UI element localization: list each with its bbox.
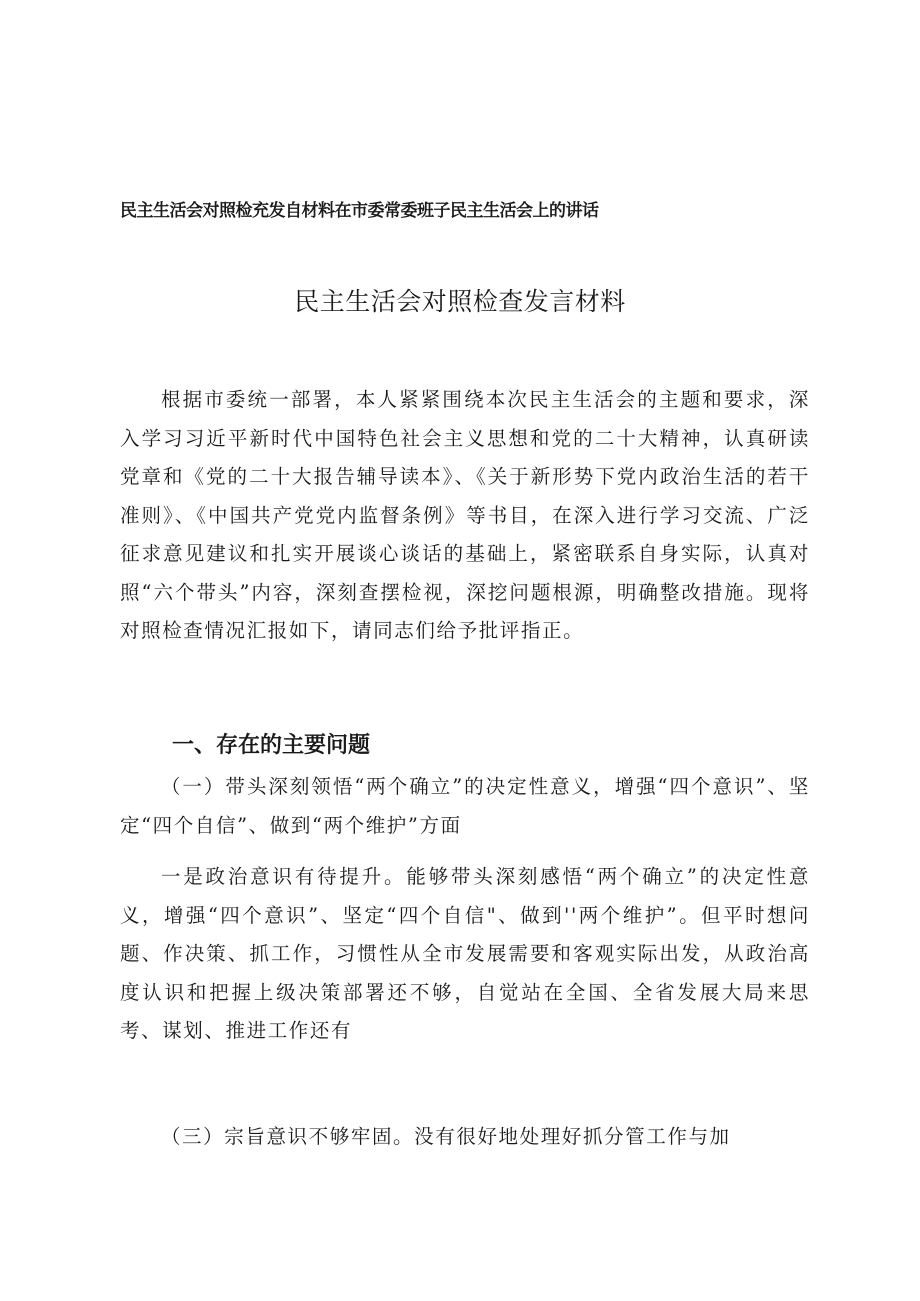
document-header: 民主生活会对照检充发自材料在市委常委班子民主生活会上的讲话 xyxy=(120,201,599,221)
subsection-heading-1: （一）带头深刻领悟“两个确立”的决定性意义，增强“四个意识”、坚定“四个自信”、做到“两个维护”方面 xyxy=(120,775,810,837)
section-heading: 一、存在的主要问题 xyxy=(172,733,371,758)
subsection-heading-3: （三）宗旨意识不够牢固。没有很好地处理好抓分管工作与加 xyxy=(160,1125,731,1148)
point-paragraph-1: 一是政治意识有待提升。能够带头深刻感悟“两个确立”的决定性意义，增强“四个意识”、坚定“四个自信"、做到''两个维护”。但平时想问题、作决策、抓工作，习惯性从全市发展需要和客观实际出发，从政治高度认识和把握上级决策部署还不够，自觉站在全国、全省发展大局来思考、谋划、推进工作还有 xyxy=(120,865,810,1042)
document-title: 民主生活会对照检查发言材料 xyxy=(294,287,626,316)
intro-paragraph: 根据市委统一部署，本人紧紧围绕本次民主生活会的主题和要求，深入学习习近平新时代中国特色社会主义思想和党的二十大精神，认真研读党章和《党的二十大报告辅导读本》、《关于新形势下党内政治生活的若干准则》、《中国共产党党内监督条例》等书目，在深入进行学习交流、广泛征求意见建议和扎实开展谈心谈话的基础上，紧密联系自身实际，认真对照“六个带头”内容，深刻查摆检视，深挖问题根源，明确整改措施。现将对照检查情况汇报如下，请同志们给予批评指正。 xyxy=(120,388,810,642)
